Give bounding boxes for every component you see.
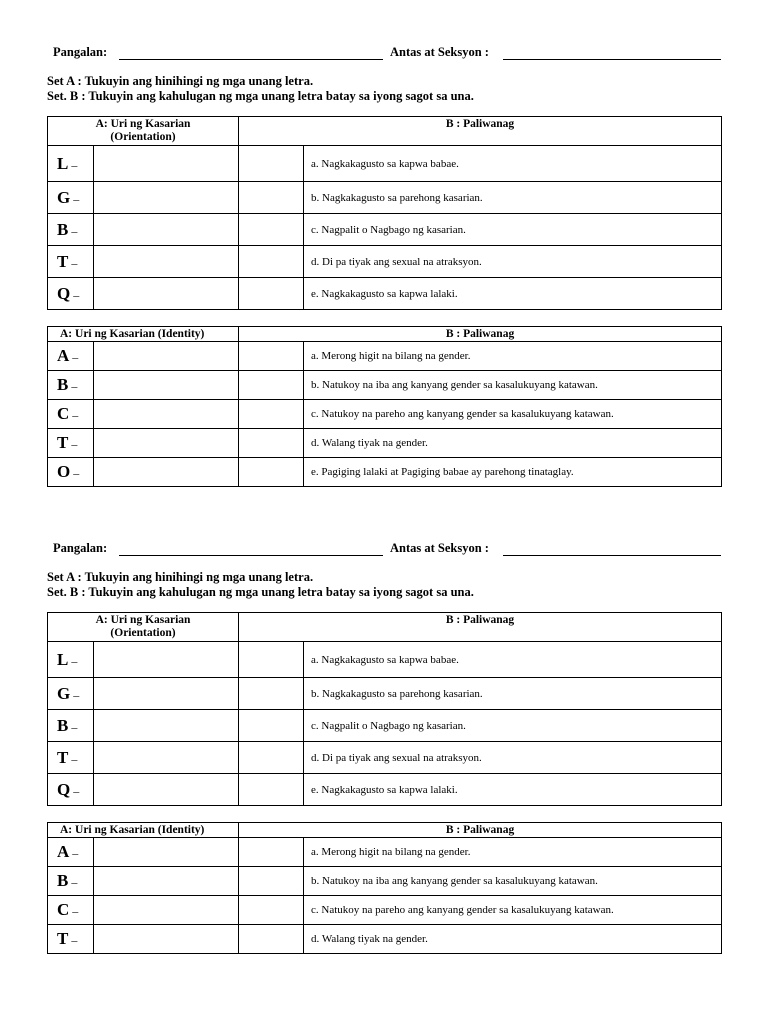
letter-dash: – xyxy=(71,875,78,889)
column-b-header: B : Paliwanag xyxy=(239,823,722,838)
answer-cell[interactable] xyxy=(94,246,239,278)
letter-text: Q xyxy=(57,779,71,799)
column-b-header: B : Paliwanag xyxy=(239,117,722,146)
letter-dash: – xyxy=(73,783,80,798)
table-row xyxy=(48,678,722,710)
acronym-letter xyxy=(48,678,94,710)
column-a-header: A: Uri ng Kasarian (Identity) xyxy=(48,823,239,838)
letter-dash: – xyxy=(71,223,78,238)
letter-dash: – xyxy=(71,751,78,766)
letter-text: G xyxy=(57,187,71,207)
acronym-letter xyxy=(48,925,94,954)
table-row xyxy=(48,246,722,278)
match-answer-cell[interactable] xyxy=(239,182,304,214)
letter-text: G xyxy=(57,683,71,703)
answer-cell[interactable] xyxy=(94,925,239,954)
table-header-row xyxy=(48,117,722,146)
column-a-header xyxy=(48,117,239,146)
section-field[interactable] xyxy=(503,59,721,60)
description-cell: e. Nagkakagusto sa kapwa lalaki. xyxy=(304,278,722,310)
identity-table xyxy=(47,326,722,487)
table-row xyxy=(48,838,722,867)
letter-text: T xyxy=(57,251,69,271)
letter-dash: – xyxy=(73,687,80,702)
table-row xyxy=(48,925,722,954)
acronym-letter xyxy=(48,710,94,742)
letter-dash: – xyxy=(71,379,78,393)
acronym-letter xyxy=(48,246,94,278)
description-cell: d. Di pa tiyak ang sexual na atraksyon. xyxy=(304,742,722,774)
letter-text: B xyxy=(57,871,69,890)
acronym-letter xyxy=(48,214,94,246)
answer-cell[interactable] xyxy=(94,710,239,742)
description-cell: c. Natukoy na pareho ang kanyang gender sa kasalukuyang katawan. xyxy=(304,400,722,429)
letter-dash: – xyxy=(73,191,80,206)
answer-cell[interactable] xyxy=(94,182,239,214)
description-cell: a. Merong higit na bilang na gender. xyxy=(304,342,722,371)
letter-text: L xyxy=(57,153,69,173)
letter-dash: – xyxy=(73,466,80,480)
table-header-row xyxy=(48,613,722,642)
letter-text: T xyxy=(57,929,69,948)
worksheet xyxy=(0,44,768,524)
table-row xyxy=(48,400,722,429)
answer-cell[interactable] xyxy=(94,400,239,429)
acronym-letter xyxy=(48,896,94,925)
letter-text: Q xyxy=(57,283,71,303)
letter-text: A xyxy=(57,842,70,861)
description-cell: c. Natukoy na pareho ang kanyang gender sa kasalukuyang katawan. xyxy=(304,896,722,925)
answer-cell[interactable] xyxy=(94,342,239,371)
table-row xyxy=(48,342,722,371)
name-field[interactable] xyxy=(119,555,383,556)
section-field[interactable] xyxy=(503,555,721,556)
identity-table xyxy=(47,822,722,954)
description-cell: a. Nagkakagusto sa kapwa babae. xyxy=(304,146,722,182)
table-row xyxy=(48,642,722,678)
name-field[interactable] xyxy=(119,59,383,60)
instructions xyxy=(47,74,474,104)
column-a-header xyxy=(48,613,239,642)
table-row xyxy=(48,146,722,182)
acronym-letter xyxy=(48,278,94,310)
match-answer-cell[interactable] xyxy=(239,429,304,458)
table-row xyxy=(48,278,722,310)
match-answer-cell[interactable] xyxy=(239,867,304,896)
match-answer-cell[interactable] xyxy=(239,458,304,487)
match-answer-cell[interactable] xyxy=(239,400,304,429)
answer-cell[interactable] xyxy=(94,146,239,182)
description-cell: c. Nagpalit o Nagbago ng kasarian. xyxy=(304,214,722,246)
answer-cell[interactable] xyxy=(94,371,239,400)
letter-dash: – xyxy=(72,350,79,364)
acronym-letter xyxy=(48,867,94,896)
description-cell: a. Merong higit na bilang na gender. xyxy=(304,838,722,867)
name-label: Pangalan: xyxy=(53,45,108,59)
letter-text: T xyxy=(57,433,69,452)
match-answer-cell[interactable] xyxy=(239,146,304,182)
letter-text: L xyxy=(57,649,69,669)
instructions xyxy=(47,570,474,600)
column-a-title: A: Uri ng Kasarian xyxy=(95,118,191,130)
answer-cell[interactable] xyxy=(94,278,239,310)
acronym-letter xyxy=(48,642,94,678)
table-row xyxy=(48,774,722,806)
letter-dash: – xyxy=(71,653,78,668)
worksheet xyxy=(0,540,768,1020)
answer-cell[interactable] xyxy=(94,678,239,710)
match-answer-cell[interactable] xyxy=(239,642,304,678)
description-cell: e. Pagiging lalaki at Pagiging babae ay parehong tinataglay. xyxy=(304,458,722,487)
answer-cell[interactable] xyxy=(94,429,239,458)
letter-text: A xyxy=(57,346,70,365)
match-answer-cell[interactable] xyxy=(239,742,304,774)
match-answer-cell[interactable] xyxy=(239,278,304,310)
orientation-table xyxy=(47,116,722,310)
description-cell: b. Nagkakagusto sa parehong kasarian. xyxy=(304,182,722,214)
acronym-letter xyxy=(48,146,94,182)
name-label: Pangalan: xyxy=(53,541,108,555)
answer-cell[interactable] xyxy=(94,214,239,246)
column-a-subtitle: (Orientation) xyxy=(110,131,176,143)
letter-dash: – xyxy=(71,157,78,172)
match-answer-cell[interactable] xyxy=(239,371,304,400)
match-answer-cell[interactable] xyxy=(239,838,304,867)
acronym-letter xyxy=(48,400,94,429)
match-answer-cell[interactable] xyxy=(239,896,304,925)
section-label: Antas at Seksyon : xyxy=(390,541,489,555)
column-b-header: B : Paliwanag xyxy=(239,613,722,642)
description-cell: b. Nagkakagusto sa parehong kasarian. xyxy=(304,678,722,710)
answer-cell[interactable] xyxy=(94,458,239,487)
worksheet-header xyxy=(0,540,768,562)
table-header-row xyxy=(48,823,722,838)
answer-cell[interactable] xyxy=(94,896,239,925)
orientation-table xyxy=(47,612,722,806)
match-answer-cell[interactable] xyxy=(239,214,304,246)
description-cell: c. Nagpalit o Nagbago ng kasarian. xyxy=(304,710,722,742)
description-cell: e. Nagkakagusto sa kapwa lalaki. xyxy=(304,774,722,806)
description-cell: b. Natukoy na iba ang kanyang gender sa kasalukuyang katawan. xyxy=(304,371,722,400)
description-cell: b. Natukoy na iba ang kanyang gender sa kasalukuyang katawan. xyxy=(304,867,722,896)
letter-text: C xyxy=(57,900,70,919)
description-cell: a. Nagkakagusto sa kapwa babae. xyxy=(304,642,722,678)
letter-text: O xyxy=(57,462,71,481)
match-answer-cell[interactable] xyxy=(239,246,304,278)
instruction-set-b: Set. B : Tukuyin ang kahulugan ng mga unang letra batay sa iyong sagot sa una. xyxy=(47,585,474,599)
description-cell: d. Walang tiyak na gender. xyxy=(304,429,722,458)
table-header-row xyxy=(48,327,722,342)
description-cell: d. Walang tiyak na gender. xyxy=(304,925,722,954)
match-answer-cell[interactable] xyxy=(239,342,304,371)
letter-text: B xyxy=(57,375,69,394)
letter-dash: – xyxy=(73,287,80,302)
table-row xyxy=(48,742,722,774)
acronym-letter xyxy=(48,458,94,487)
answer-cell[interactable] xyxy=(94,774,239,806)
match-answer-cell[interactable] xyxy=(239,678,304,710)
acronym-letter xyxy=(48,774,94,806)
table-row xyxy=(48,182,722,214)
acronym-letter xyxy=(48,429,94,458)
acronym-letter xyxy=(48,742,94,774)
letter-text: T xyxy=(57,747,69,767)
table-row xyxy=(48,214,722,246)
column-b-header: B : Paliwanag xyxy=(239,327,722,342)
answer-cell[interactable] xyxy=(94,742,239,774)
table-row xyxy=(48,371,722,400)
instruction-set-a: Set A : Tukuyin ang hinihingi ng mga unang letra. xyxy=(47,74,314,88)
table-row xyxy=(48,429,722,458)
acronym-letter xyxy=(48,342,94,371)
letter-dash: – xyxy=(71,437,78,451)
match-answer-cell[interactable] xyxy=(239,774,304,806)
instruction-set-a: Set A : Tukuyin ang hinihingi ng mga unang letra. xyxy=(47,570,314,584)
acronym-letter xyxy=(48,182,94,214)
table-row xyxy=(48,867,722,896)
column-a-subtitle: (Orientation) xyxy=(110,627,176,639)
answer-cell[interactable] xyxy=(94,642,239,678)
description-cell: d. Di pa tiyak ang sexual na atraksyon. xyxy=(304,246,722,278)
table-row xyxy=(48,458,722,487)
letter-text: C xyxy=(57,404,70,423)
letter-text: B xyxy=(57,219,69,239)
acronym-letter xyxy=(48,838,94,867)
answer-cell[interactable] xyxy=(94,838,239,867)
letter-text: B xyxy=(57,715,69,735)
table-row xyxy=(48,710,722,742)
instruction-set-b: Set. B : Tukuyin ang kahulugan ng mga unang letra batay sa iyong sagot sa una. xyxy=(47,89,474,103)
column-a-title: A: Uri ng Kasarian xyxy=(95,614,191,626)
section-label: Antas at Seksyon : xyxy=(390,45,489,59)
letter-dash: – xyxy=(71,933,78,947)
table-row xyxy=(48,896,722,925)
answer-cell[interactable] xyxy=(94,867,239,896)
letter-dash: – xyxy=(72,408,79,422)
letter-dash: – xyxy=(72,846,79,860)
letter-dash: – xyxy=(71,719,78,734)
acronym-letter xyxy=(48,371,94,400)
match-answer-cell[interactable] xyxy=(239,925,304,954)
column-a-header: A: Uri ng Kasarian (Identity) xyxy=(48,327,239,342)
letter-dash: – xyxy=(72,904,79,918)
match-answer-cell[interactable] xyxy=(239,710,304,742)
letter-dash: – xyxy=(71,255,78,270)
worksheet-header xyxy=(0,44,768,66)
